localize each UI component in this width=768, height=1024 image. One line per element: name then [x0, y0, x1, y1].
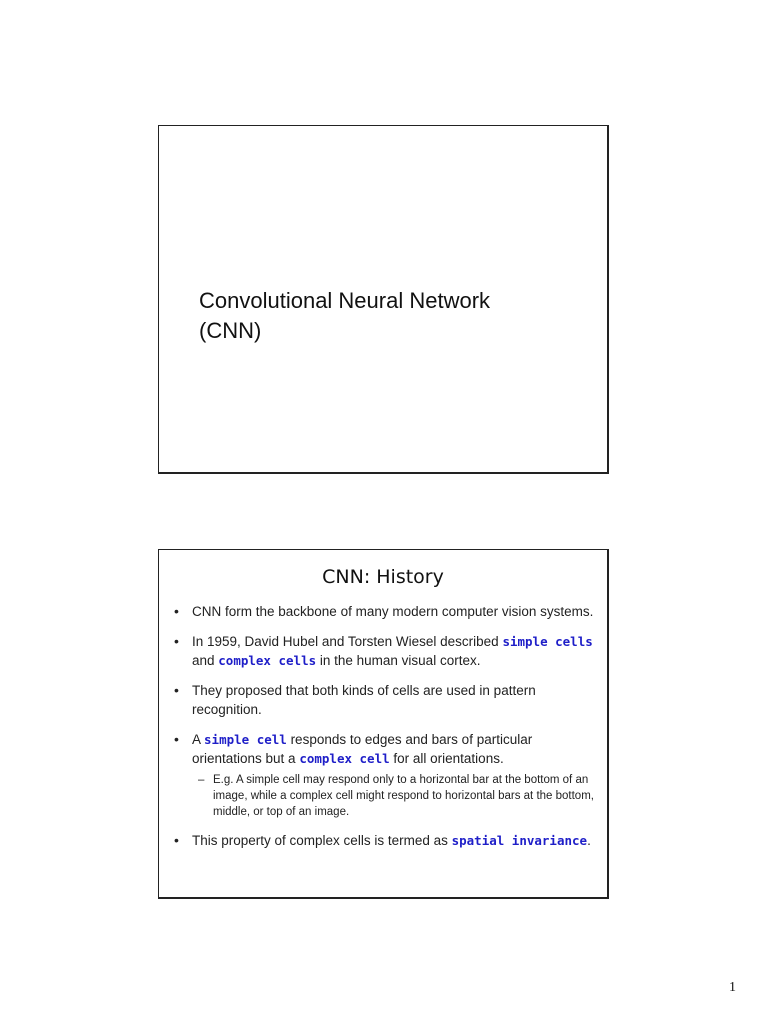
bullet-text-pre: A — [192, 732, 205, 747]
slide-2 — [158, 549, 609, 899]
bullet-backbone — [171, 602, 599, 621]
bullet-text-pre: This property of complex cells is termed as — [192, 833, 452, 848]
bullet-spatial-invariance — [171, 831, 599, 850]
bullet-text: CNN form the backbone of many modern computer vision systems. — [192, 604, 594, 619]
title-line-2: (CNN) — [199, 318, 262, 343]
page-number: 1 — [729, 980, 736, 995]
bullet-hubel-wiesel — [171, 632, 599, 670]
bullet-text-post: . — [587, 833, 591, 848]
slide-2-title: CNN: History — [322, 566, 444, 588]
title-line-1: Convolutional Neural Network — [199, 288, 491, 313]
keyword-spatial-invariance: spatial invariance — [451, 833, 588, 848]
bullet-text-mid: and — [192, 653, 219, 668]
bullet-text-pre: In 1959, David Hubel and Torsten Wiesel described — [192, 634, 503, 649]
bullet-text-post: for all orientations. — [389, 751, 504, 766]
sub-bullet-text: E.g. A simple cell may respond only to a horizontal bar at the bottom of an image, while a complex cell might respond to horizontal bars at the bottom, middle, or top of an image. — [213, 774, 594, 818]
sub-bullet-example — [192, 772, 599, 820]
keyword-complex-cell: complex cell — [299, 751, 390, 766]
bullet-text-post: in the human visual cortex. — [316, 653, 481, 668]
bullet-list — [171, 602, 599, 861]
bullet-cell-responses — [171, 730, 599, 820]
keyword-complex-cells: complex cells — [218, 653, 317, 668]
bullet-pattern-recognition — [171, 681, 599, 719]
keyword-simple-cell: simple cell — [204, 732, 287, 747]
bullet-text-mid: responds to edges and bars of particular orientations but a — [192, 732, 533, 766]
slide-1 — [158, 125, 609, 474]
keyword-simple-cells: simple cells — [502, 634, 593, 649]
bullet-text: They proposed that both kinds of cells are used in pattern recognition. — [192, 683, 536, 717]
slide-1-title — [199, 286, 490, 346]
